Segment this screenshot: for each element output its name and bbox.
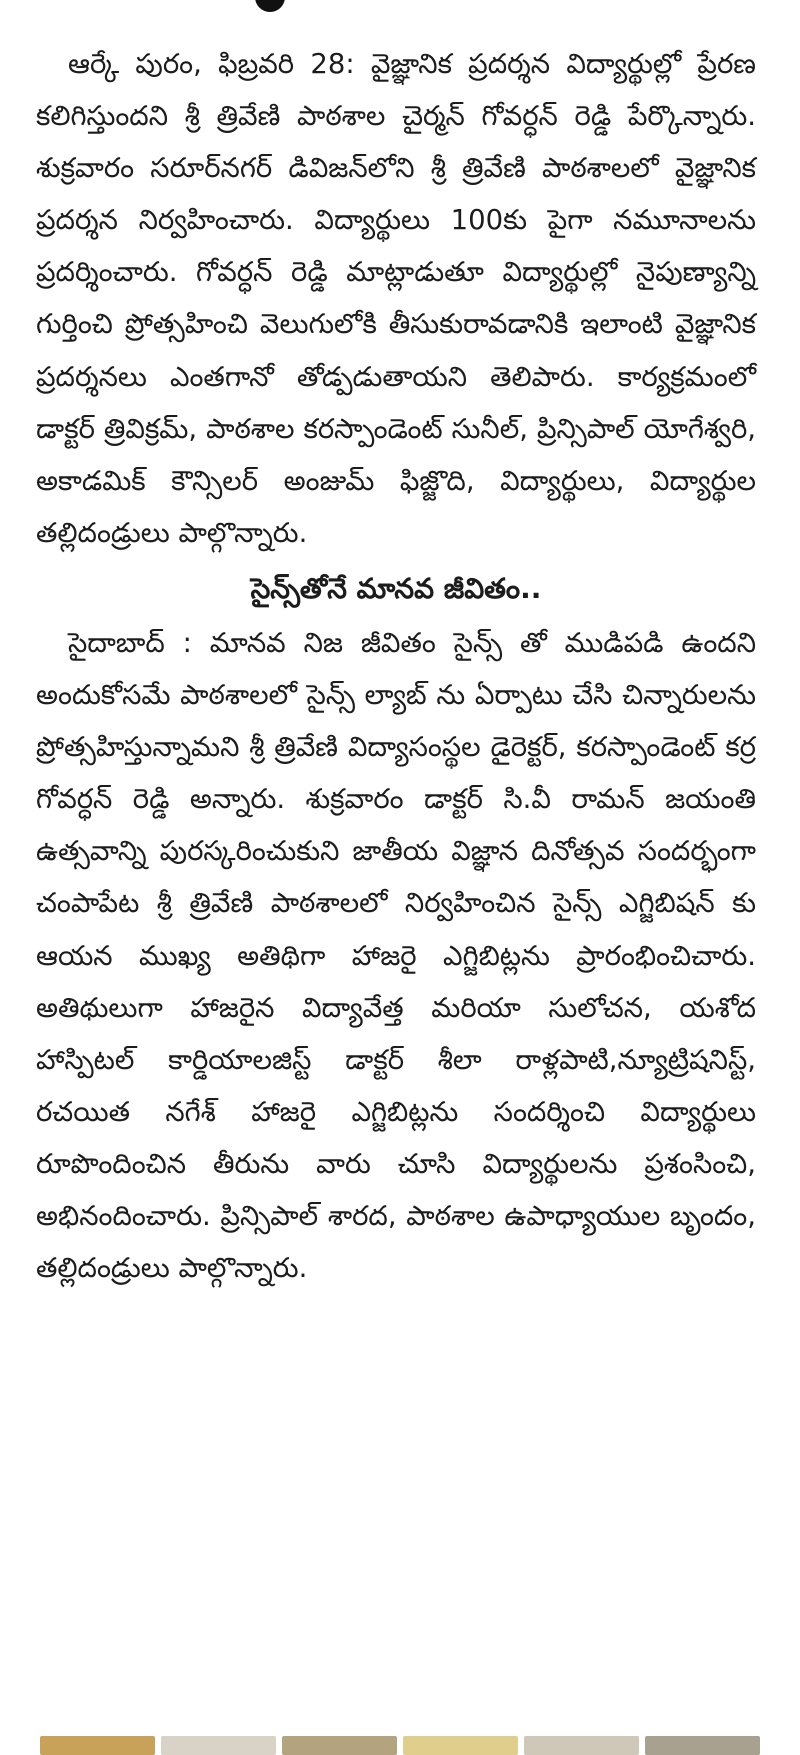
headline-glyph-fragment bbox=[255, 0, 285, 12]
news-article bbox=[36, 38, 756, 1294]
photo-fragment bbox=[161, 1736, 276, 1755]
photo-fragment bbox=[40, 1736, 155, 1755]
article-subheading: సైన్స్‌తోనే మానవ జీవితం.. bbox=[250, 571, 542, 605]
photo-fragment bbox=[645, 1736, 760, 1755]
article-paragraph-2: సైదాబాద్ : మానవ నిజ జీవితం సైన్స్ తో ముడిపడి ఉందని అందుకోసమే పాఠశాలలో సైన్స్ ల్యాబ్ ను ఏర్పాటు చేసి చిన్నారులను ప్రోత్సహిస్తున్నామని శ్రీ త్రివేణి విద్యాసంస్థల డైరెక్టర్, కరస్పాండెంట్ కర్ర గోవర్ధన్ రెడ్డి అన్నారు. శుక్రవారం డాక్టర్ సి.వీ రామన్ జయంతి ఉత్సవాన్ని పురస్కరించుకుని జాతీయ విజ్ఞాన దినోత్సవ సందర్భంగా చంపాపేట శ్రీ త్రివేణి పాఠశాలలో నిర్వహించిన సైన్స్ ఎగ్జిబిషన్ కు ఆయన ముఖ్య అతిథిగా హాజరై ఎగ్జిబిట్లను ప్రారంభించిచారు. అతిథులుగా హాజరైన విద్యావేత్త మరియా సులోచన, యశోద హాస్పిటల్ కార్డియాలజిస్ట్ డాక్టర్ శీలా రాళ్లపాటి,న్యూట్రిషనిస్ట్, రచయిత నగేశ్ హాజరై ఎగ్జిబిట్లను సందర్శించి విద్యార్థులు రూపొందించిన తీరును వారు చూసి విద్యార్థులను ప్రశంసించి, అభినందించారు. ప్రిన్సిపాల్ శారద, పాఠశాల ఉపాధ్యాయుల బృందం, తల్లిదండ్రులు పాల్గొన్నారు. bbox=[36, 626, 756, 1285]
photo-fragment bbox=[524, 1736, 639, 1755]
cropped-photo-strip bbox=[40, 1736, 760, 1755]
photo-fragment bbox=[282, 1736, 397, 1755]
photo-fragment bbox=[403, 1736, 518, 1755]
article-paragraph-1: ఆర్కే పురం, ఫిబ్రవరి 28: వైజ్ఞానిక ప్రదర్శన విద్యార్థుల్లో ప్రేరణ కలిగిస్తుందని శ్రీ త్రివేణి పాఠశాల చైర్మన్ గోవర్ధన్ రెడ్డి పేర్కొన్నారు. శుక్రవారం సరూర్‌నగర్ డివిజన్‌లోని శ్రీ త్రివేణి పాఠశాలలో వైజ్ఞానిక ప్రదర్శన నిర్వహించారు. విద్యార్థులు 100కు పైగా నమూనాలను ప్రదర్శించారు. గోవర్ధన్ రెడ్డి మాట్లాడుతూ విద్యార్థుల్లో నైపుణ్యాన్ని గుర్తించి ప్రోత్సహించి వెలుగులోకి తీసుకురావడానికి ఇలాంటి వైజ్ఞానిక ప్రదర్శనలు ఎంతగానో తోడ్పడుతాయని తెలిపారు. కార్యక్రమంలో డాక్టర్ త్రివిక్రమ్, పాఠశాల కరస్పాండెంట్ సునీల్, ప్రిన్సిపాల్ యోగేశ్వరి, అకాడమిక్ కౌన్సిలర్ అంజుమ్ ఫిజ్జొది, విద్యార్థులు, విద్యార్థుల తల్లిదండ్రులు పాల్గొన్నారు. bbox=[36, 48, 756, 549]
cropped-headline-fragment bbox=[0, 0, 800, 18]
